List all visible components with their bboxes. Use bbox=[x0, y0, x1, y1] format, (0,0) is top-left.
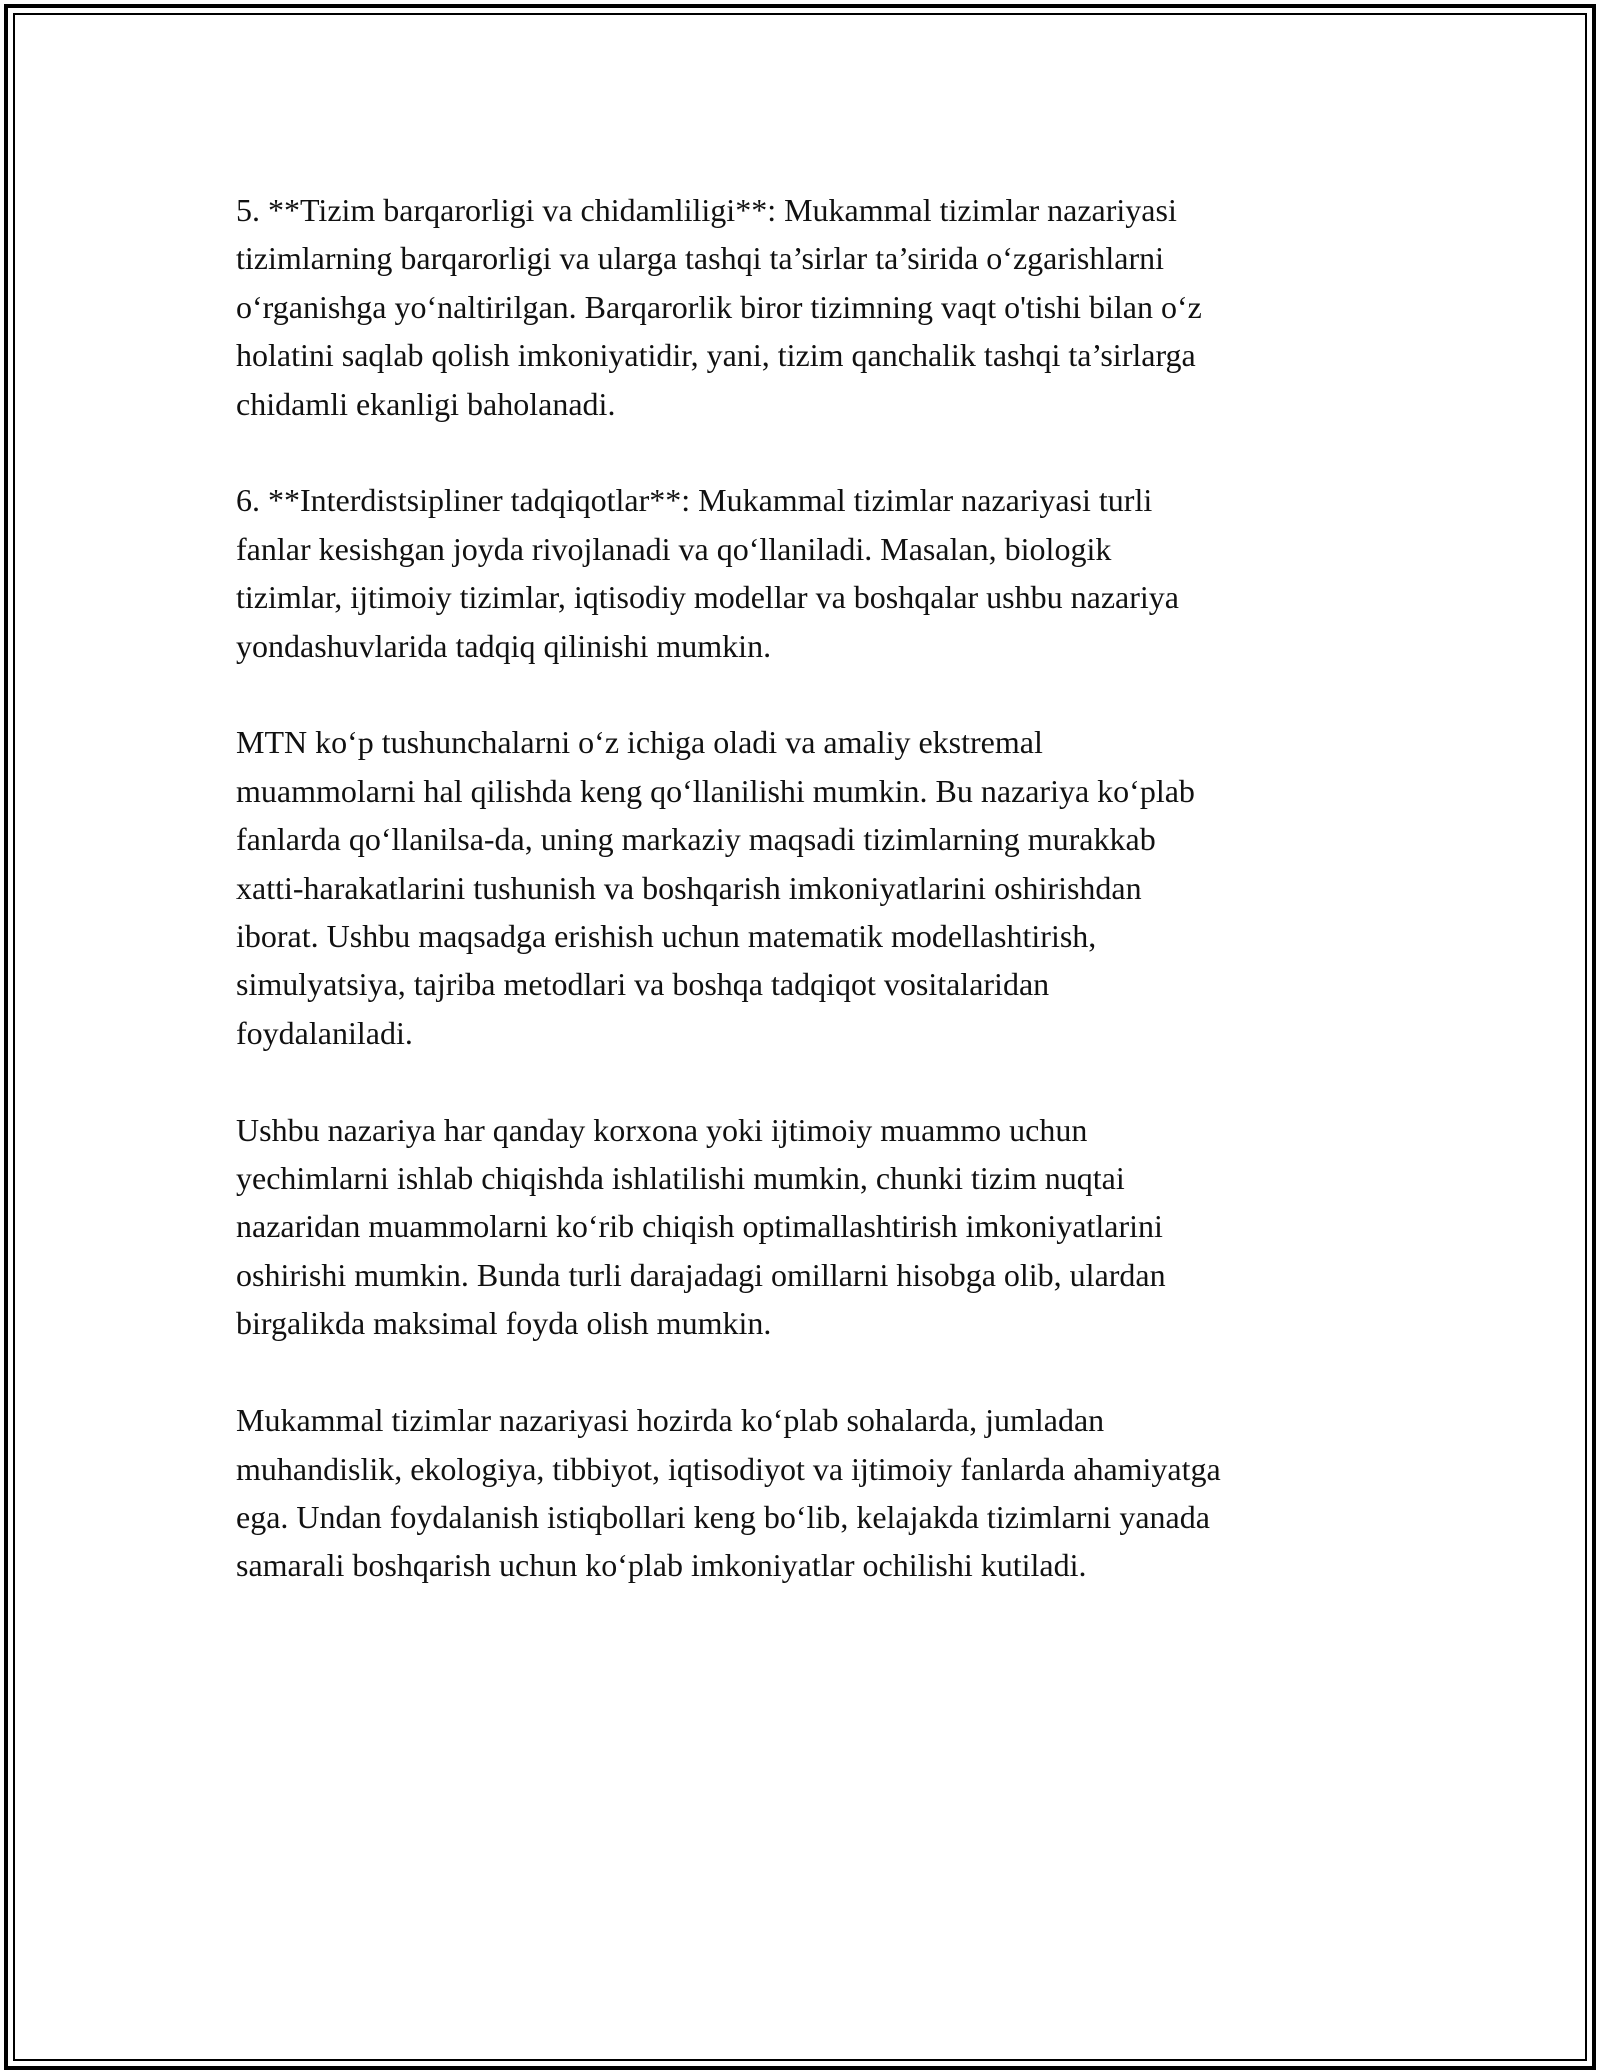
paragraph-applications: Ushbu nazariya har qanday korxona yoki ijtimoiy muammo uchun yechimlarni ishlab chiqishda ishlatilishi mumkin, chunki tizim nuqtai nazaridan muammolarni ko‘rib chiqish optimallashtirish imkoniyatlarini oshirishi mumkin. Bunda turli darajadagi omillarni hisobga olib, ulardan birgalikda maksimal foyda olish mumkin. bbox=[236, 1111, 1166, 1342]
paragraph-prospects: Mukammal tizimlar nazariyasi hozirda ko‘plab sohalarda, jumladan muhandislik, ekologiya, tibbiyot, iqtisodiyot va ijtimoiy fanlarda ahamiyatga ega. Undan foydalanish istiqbollari keng bo‘lib, kelajakda tizimlarni yanada samarali boshqarish uchun ko‘plab imkoniyatlar ochilishi kutiladi. bbox=[236, 1402, 1221, 1584]
document-body bbox=[236, 186, 1368, 1638]
paragraph-interdisciplinary: 6. **Interdistsipliner tadqiqotlar**: Mukammal tizimlar nazariyasi turli fanlar kesishgan joyda rivojlanadi va qo‘llaniladi. Masalan, biologik tizimlar, ijtimoiy tizimlar, iqtisodiy modellar va boshqalar ushbu nazariya yondashuvlarida tadqiq qilinishi mumkin. bbox=[236, 482, 1179, 664]
paragraph-stability: 5. **Tizim barqarorligi va chidamliligi**: Mukammal tizimlar nazariyasi tizimlarning barqarorligi va ularga tashqi ta’sirlar ta’sirida o‘zgarishlarni o‘rganishga yo‘naltirilgan. Barqarorlik biror tizimning vaqt o'tishi bilan o‘z holatini saqlab qolish imkoniyatidir, yani, tizim qanchalik tashqi ta’sirlarga chidamli ekanligi baholanadi. bbox=[236, 192, 1202, 422]
paragraph-mtn-concepts: MTN ko‘p tushunchalarni o‘z ichiga oladi va amaliy ekstremal muammolarni hal qilishda keng qo‘llanilishi mumkin. Bu nazariya ko‘plab fanlarda qo‘llanilsa-da, uning markaziy maqsadi tizimlarning murakkab xatti-harakatlarini tushunish va boshqarish imkoniyatlarini oshirishdan iborat. Ushbu maqsadga erishish uchun matematik modellashtirish, simulyatsiya, tajriba metodlari va boshqa tadqiqot vositalaridan foydalaniladi. bbox=[236, 724, 1195, 1051]
